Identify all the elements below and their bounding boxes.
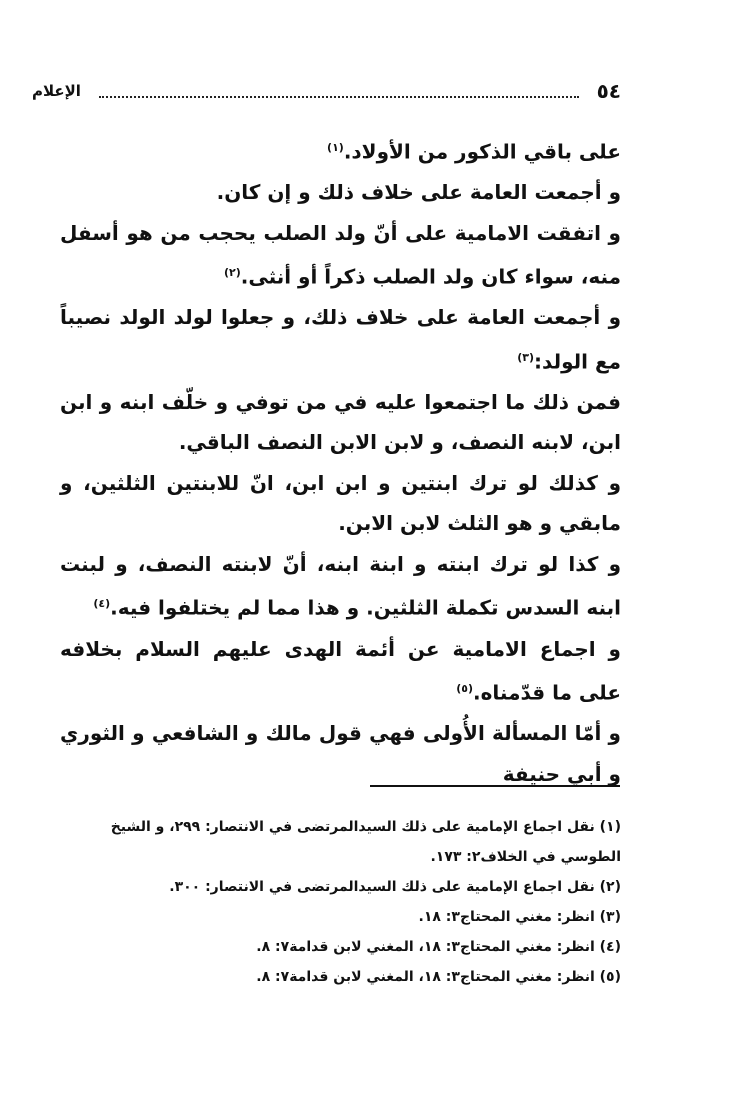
page-header xyxy=(32,76,621,106)
footnote-marker: (٥) xyxy=(456,682,473,696)
paragraph: و كذلك لو ترك ابنتين و ابن ابن، انّ للابنتين الثلثين، و مابقي و هو الثلث لابن الابن. xyxy=(60,470,621,536)
paragraph: فمن ذلك ما اجتمعوا عليه في من توفي و خلّف ابنه و ابن ابن، لابنه النصف، و لابن الابن النصف الباقي. xyxy=(60,389,621,455)
paragraph: و اتفقت الامامية على أنّ ولد الصلب يحجب من هو أسفل منه، سواء كان ولد الصلب ذكراً أو أنثى.$^{(٢)}$ xyxy=(60,220,621,289)
paragraph: و أمّا المسألة الأُولى فهي قول مالك و الشافعي و الثوري و أبي حنيفة xyxy=(60,721,621,786)
running-head: الإعلام xyxy=(32,81,81,100)
header-dotted-leader xyxy=(99,96,579,98)
footnote-marker: (٢) xyxy=(223,266,241,280)
footnote-separator xyxy=(370,785,620,787)
footnote-marker: (٤) xyxy=(93,597,111,611)
main-text xyxy=(60,128,621,794)
footnote: (٣) انظر: مغني المحتاج٣: ١٨. xyxy=(418,909,621,925)
footnote: (١) نقل اجماع الإمامية على ذلك السيدالمرتضى في الانتصار: ٢٩٩، و الشيخ الطوسي في الخلاف٢: ١٧٣. xyxy=(110,819,621,865)
paragraph: و اجماع الامامية عن أئمة الهدى عليهم السلام بخلافه على ما قدّمناه.$^{(٥)}$ xyxy=(60,636,621,705)
footnote: (٥) انظر: مغني المحتاج٣: ١٨، المغني لابن قدامة٧: ٨. xyxy=(256,969,621,985)
paragraph: على باقي الذكور من الأولاد.$^{(١)}$ xyxy=(327,139,621,164)
paragraph: و كذا لو ترك ابنته و ابنة ابنه، أنّ لابنته النصف، و لبنت ابنه السدس تكملة الثلثين. و هذا مما لم يختلفوا فيه.$^{(٤)}$ xyxy=(60,551,621,621)
page-number: ٥٤ xyxy=(596,79,621,103)
footnote-marker: (٣) xyxy=(517,350,535,364)
footnotes xyxy=(60,812,621,992)
footnote: (٢) نقل اجماع الإمامية على ذلك السيدالمرتضى في الانتصار: ٣٠٠. xyxy=(169,879,621,895)
paragraph: و أجمعت العامة على خلاف ذلك و إن كان. xyxy=(216,180,621,205)
footnote-marker: (١) xyxy=(327,141,344,154)
footnote: (٤) انظر: مغني المحتاج٣: ١٨، المغني لابن قدامة٧: ٨. xyxy=(256,939,621,955)
paragraph: و أجمعت العامة على خلاف ذلك، و جعلوا لولد الولد نصيباً مع الولد:$^{(٣)}$ xyxy=(60,305,621,374)
